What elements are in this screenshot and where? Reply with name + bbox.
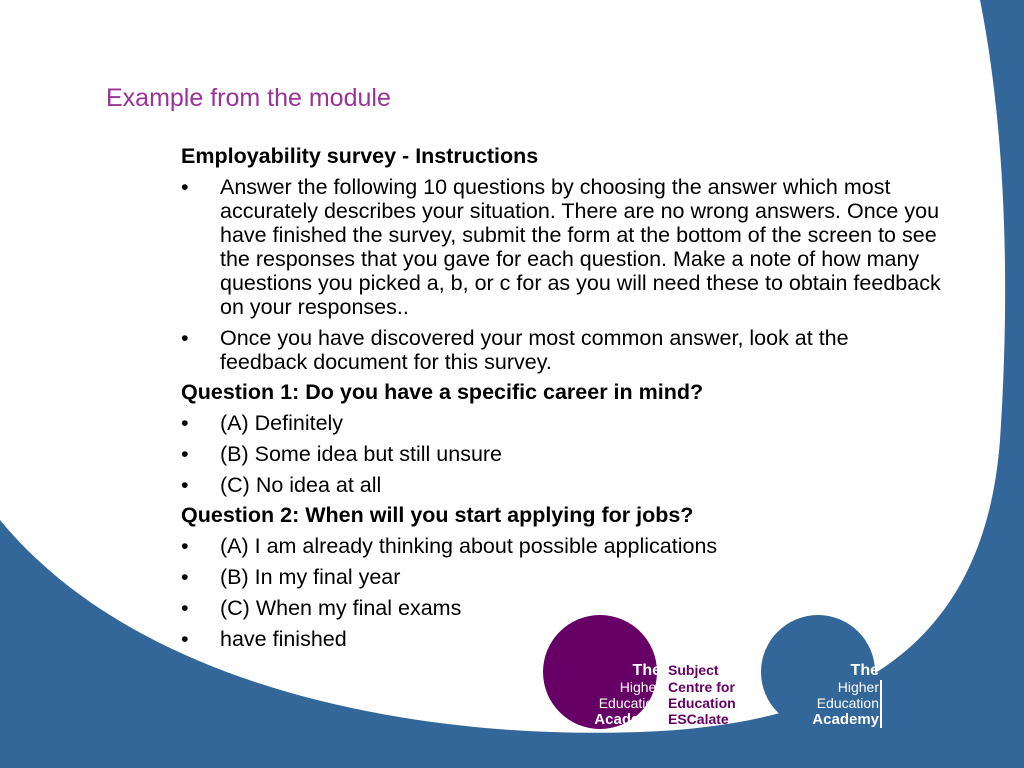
list-item	[181, 326, 941, 374]
list-item	[181, 411, 941, 435]
escalate-logo	[540, 612, 770, 732]
list-item	[181, 442, 941, 466]
logo-text-higher: Higher	[619, 679, 661, 695]
logo-text-the: The	[850, 662, 879, 679]
logo-text-centre: Centre	[886, 711, 931, 727]
list-item	[181, 175, 941, 319]
slide-content	[181, 144, 941, 651]
logo-text-centre-for: Centre for	[668, 679, 735, 695]
answer-option: (B) In my final year	[220, 565, 401, 589]
instruction-text: Once you have discovered your most common answer, look at the feedback document for this survey.	[220, 326, 849, 374]
bullet-marker: •	[181, 565, 189, 589]
logo-divider	[662, 664, 664, 728]
logo-text-academy: Academy	[594, 711, 661, 728]
logo-text-education: Education	[668, 695, 736, 711]
instruction-text: Answer the following 10 questions by choosing the answer which most accurately describes your situation. There are no wrong answers. Once you have finished the survey, submit the form at the bottom of the screen to see the responses that you gave for each question. Make a note of how many questions you picked a, b, or c for as you will need these to obtain feedback on your responses..	[220, 175, 941, 319]
answer-option: (C) When my final exams	[220, 596, 462, 620]
question-2-heading: Question 2: When will you start applying for jobs?	[181, 503, 694, 527]
bullet-marker: •	[181, 442, 189, 466]
bullet-marker: •	[181, 534, 189, 558]
bullet-marker: •	[181, 175, 189, 199]
answer-option: (A) Definitely	[220, 411, 344, 435]
logo-text-education: Education	[816, 695, 879, 711]
list-item	[181, 534, 941, 558]
answer-option: have finished	[220, 627, 347, 651]
logo-text-subject: Subject	[668, 662, 719, 678]
logo-text-the: The	[632, 662, 661, 679]
logo-text-sciences: Sciences	[886, 695, 947, 711]
logo-divider	[880, 680, 882, 728]
logo-text-escalate: ESCalate	[668, 711, 729, 727]
bullet-marker: •	[181, 627, 189, 651]
logo-text-education: Education	[598, 695, 661, 711]
question-1-heading: Question 1: Do you have a specific career in mind?	[181, 380, 704, 404]
bullet-marker: •	[181, 326, 189, 350]
bullet-marker: •	[181, 473, 189, 497]
logo-text-academy: Academy	[812, 711, 879, 728]
instructions-heading: Employability survey - Instructions	[181, 144, 539, 168]
logo-text-physical: Physical	[886, 679, 943, 695]
logo-text-higher: Higher	[837, 679, 879, 695]
bullet-marker: •	[181, 596, 189, 620]
answer-option: (C) No idea at all	[220, 473, 382, 497]
list-item	[181, 565, 941, 589]
bullet-marker: •	[181, 411, 189, 435]
answer-option: (A) I am already thinking about possible applications	[220, 534, 718, 558]
slide-title: Example from the module	[106, 84, 391, 112]
list-item	[181, 473, 941, 497]
psc-logo	[758, 612, 988, 732]
answer-option: (B) Some idea but still unsure	[220, 442, 503, 466]
